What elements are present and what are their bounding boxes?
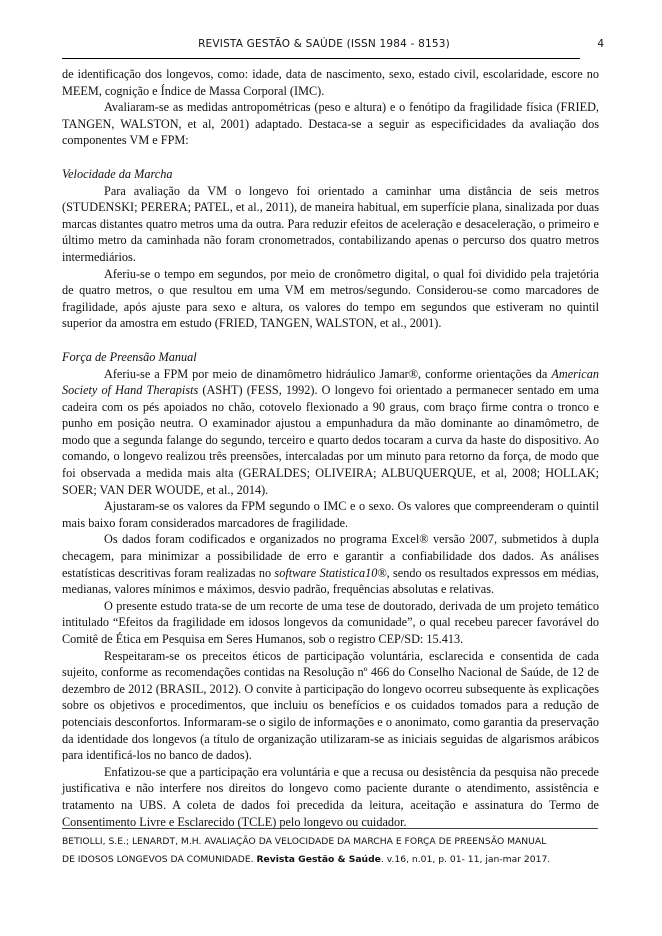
journal-title: REVISTA GESTÃO & SAÚDE (ISSN 1984 - 8153) xyxy=(198,38,450,50)
footer-rule xyxy=(62,828,598,829)
paragraph-identification: de identificação dos longevos, como: idade, data de nascimento, sexo, estado civil, escolaridade, escore no MEEM, cognição e Índice de Massa Corporal (IMC). xyxy=(62,67,599,98)
paragraph-grip-adjustment: Ajustaram-se os valores da FPM segundo o IMC e o sexo. Os valores que compreenderam o quintil mais baixo foram considerados marcadores de fragilidade. xyxy=(62,499,599,530)
citation-text-start: DE IDOSOS LONGEVOS DA COMUNIDADE. xyxy=(62,854,257,865)
paragraph-ethics-consent: Respeitaram-se os preceitos éticos de participação voluntária, esclarecida e consentida de cada sujeito, conforme as recomendações contidas na Resolução nº 466 do Conselho Nacional de Saúde, de 12 de dezembro de 2012 (BRASIL, 2012). O convite à participação do longevo ocorreu subsequente às explicações sobre os objetivos e procedimentos, que incluiu os benefícios e os cuidados tomados para a redução de potenciais desconfortos. Informaram-se o sigilo de informações e o anonimato, como garantia da preservação da identidade dos longevos (a título de organização utilizaram-se as iniciais seguidas de algarismos arábicos para identificá-los no banco de dados). xyxy=(62,648,599,763)
grip-text-start: Aferiu-se a FPM por meio de dinamômetro hidráulico Jamar®, conforme orientações da xyxy=(104,366,552,381)
citation-footer xyxy=(62,833,602,869)
analysis-text-end: , sendo os resultados expressos em médias, medianas, valores mínimos e máximos, desvio padrão, frequências absolutas e relativas. xyxy=(62,565,599,597)
section-heading-gait-speed: Velocidade da Marcha xyxy=(62,166,173,181)
paragraph-data-analysis xyxy=(62,531,599,597)
section-heading-grip-strength: Força de Preensão Manual xyxy=(62,349,197,364)
citation-line-2 xyxy=(62,851,602,869)
header-rule xyxy=(62,58,580,59)
citation-text-end: . v.16, n.01, p. 01- 11, jan-mar 2017. xyxy=(380,854,551,865)
citation-journal-name: Revista Gestão & Saúde xyxy=(256,854,381,865)
paragraph-gait-timing: Aferiu-se o tempo em segundos, por meio de cronômetro digital, o qual foi dividido pela trajetória de quatro metros, o que resultou em uma VM em metros/segundo. Considerou-se como marcadores de fragilidade, após ajuste para sexo e altura, os valores do tempo em segundos que estiveram no quintil superior da amostra em estudo (FRIED, TANGEN, WALSTON, et al., 2001). xyxy=(62,266,599,331)
analysis-text-start: Os dados foram codificados e organizados no programa Excel® versão 2007, submetidos à dupla checagem, para minimizar a possibilidade de erro e garantir a confiabilidade dos dados. As análises estatísticas descritivas foram realizadas no xyxy=(62,532,599,580)
grip-text-end: (ASHT) (FESS, 1992). O longevo foi orientado a permanecer sentado em uma cadeira com os pés apoiados no chão, cotovelo flexionado a 90 graus, com braço firme contra o tronco e punho em posição neutra. O examinador ajustou a empunhadura da mão dominante ao dinamômetro, de modo que a segunda falange do segundo, terceiro e quarto dedos tocaram a curva da haste do dispositivo. Ao comando, o longevo realizou três preensões, intercaladas por um minuto para retorno da força, de modo que foi observada a medida mais alta (GERALDES; OLIVEIRA; ALBUQUERQUE, et al, 2008; HOLLAK; SOER; VAN DER WOUDE, et al., 2014). xyxy=(62,383,599,497)
paragraph-grip-method xyxy=(62,366,599,499)
citation-line-1: BETIOLLI, S.E.; LENARDT, M.H. AVALIAÇÃO DA VELOCIDADE DA MARCHA E FORÇA DE PREENSÃO MANUAL xyxy=(62,836,547,847)
running-header xyxy=(62,38,604,58)
paragraph-anthropometrics: Avaliaram-se as medidas antropométricas (peso e altura) e o fenótipo da fragilidade física (FRIED, TANGEN, WALSTON, et al, 2001) adaptado. Destaca-se a seguir as especificidades da avaliação dos componentes VM e FPM: xyxy=(62,100,599,148)
analysis-text-italic: software Statistica10® xyxy=(274,565,387,580)
grip-text-italic: American Society of Hand Therapists xyxy=(62,366,599,398)
page-number: 4 xyxy=(597,38,604,50)
body-text xyxy=(62,66,599,830)
paragraph-ethics-approval: O presente estudo trata-se de um recorte de uma tese de doutorado, derivada de um projeto temático intitulado “Efeitos da fragilidade em idosos longevos da comunidade”, o qual recebeu parecer favorável do Comitê de Ética em Pesquisa em Seres Humanos, sob o registro CEP/SD: 15.413. xyxy=(62,598,599,646)
paragraph-gait-method: Para avaliação da VM o longevo foi orientado a caminhar uma distância de seis metros (STUDENSKI; PERERA; PATEL, et al., 2011), de maneira habitual, em superfície plana, sinalizada por duas marcas distantes quatro metros uma da outra. Para reduzir efeitos de aceleração e desaceleração, o primeiro e último metro da caminhada não foram cronometrados, contabilizando apenas o percurso dos quatro metros intermediários. xyxy=(62,183,599,264)
paragraph-voluntary-participation: Enfatizou-se que a participação era voluntária e que a recusa ou desistência da pesquisa não precede justificativa e não interfere nos direitos do longevo como paciente durante o atendimento, assistência e tratamento na UBS. A coleta de dados foi precedida da leitura, aceitação e assinatura do Termo de Consentimento Livre e Esclarecido (TCLE) pelo longevo ou cuidador. xyxy=(62,764,599,829)
